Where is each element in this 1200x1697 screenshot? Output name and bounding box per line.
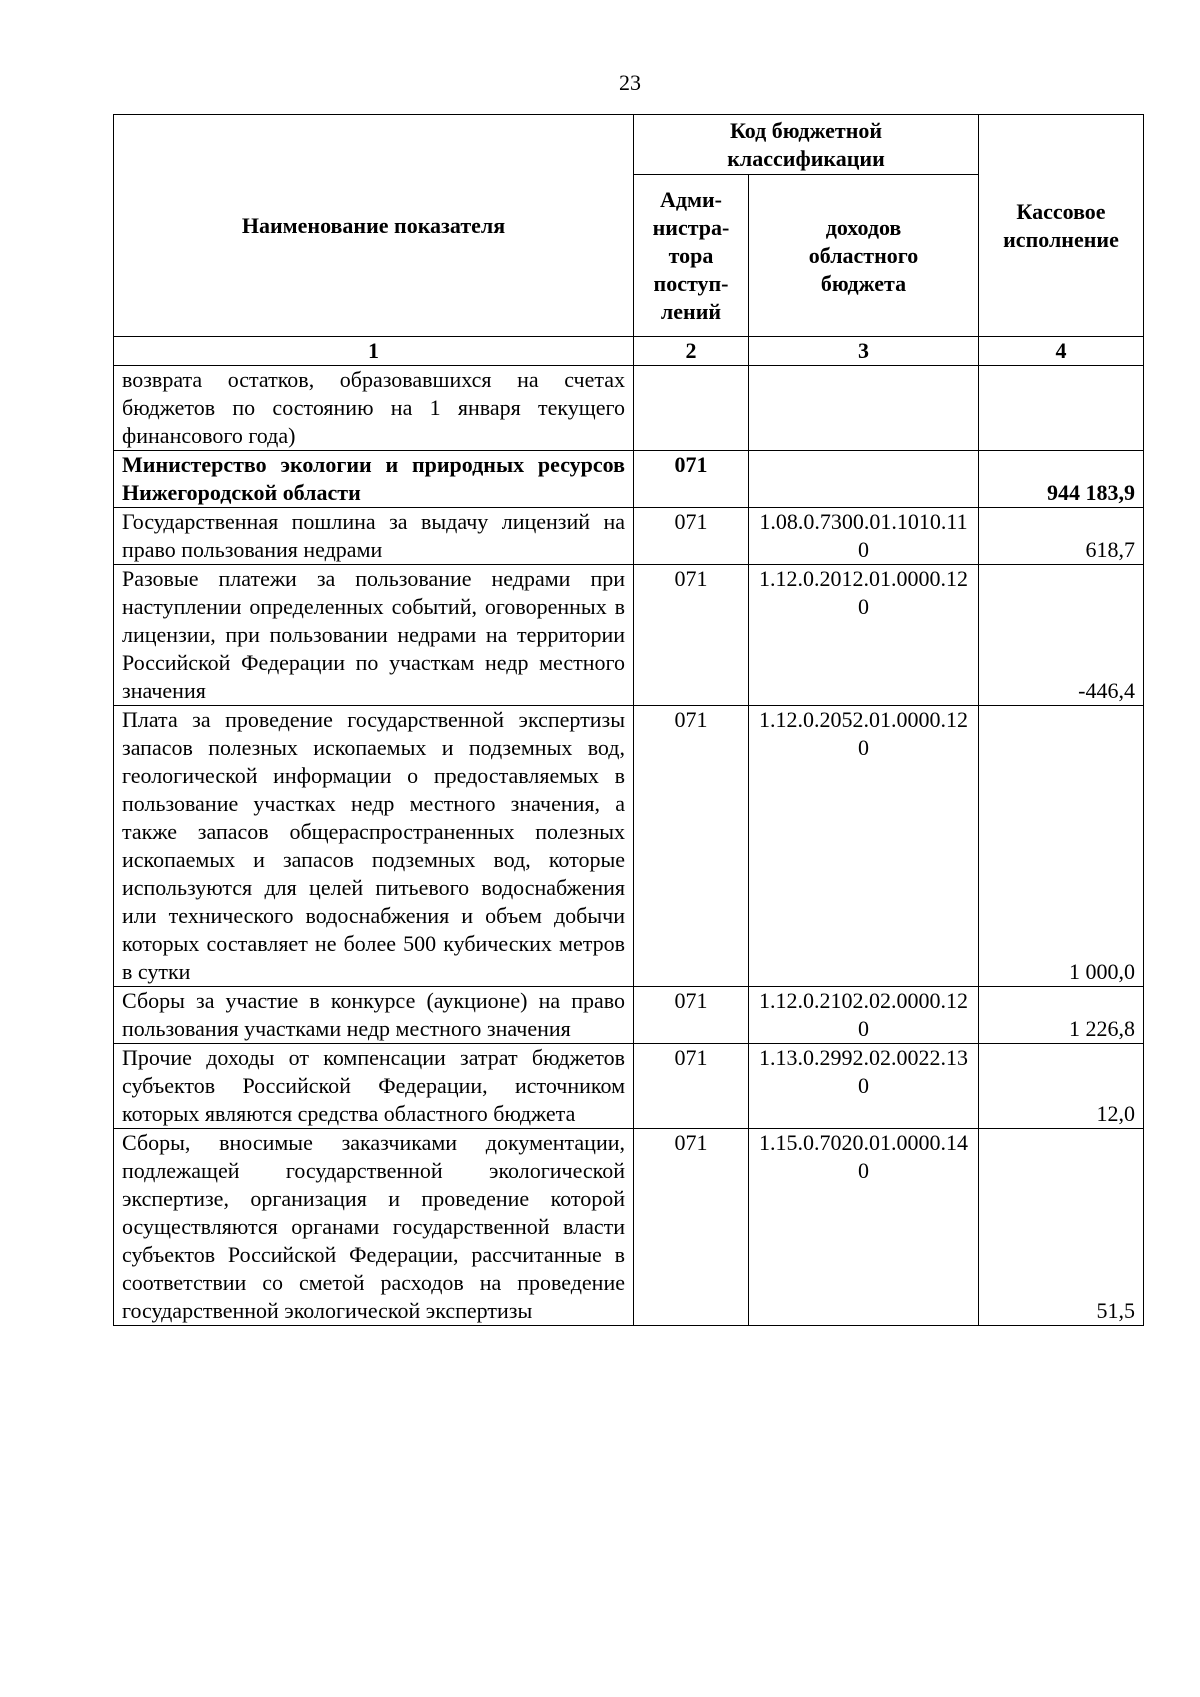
- row-budget-code: 1.12.0.2012.01.0000.120: [749, 565, 979, 706]
- row-admin-code: 071: [634, 706, 749, 987]
- row-budget-code: 1.15.0.7020.01.0000.140: [749, 1129, 979, 1326]
- header-amount: Кассовое исполнение: [979, 115, 1144, 337]
- row-name: Государственная пошлина за выдачу лицензий на право пользования недрами: [114, 508, 634, 565]
- row-amount: 1 226,8: [979, 987, 1144, 1044]
- row-name: Сборы за участие в конкурсе (аукционе) на право пользования участками недр местного значения: [114, 987, 634, 1044]
- row-name: Министерство экологии и природных ресурсов Нижегородской области: [114, 451, 634, 508]
- table-row: [114, 366, 1144, 451]
- row-amount: 51,5: [979, 1129, 1144, 1326]
- table-body: [114, 366, 1144, 1326]
- col-number: 3: [749, 337, 979, 366]
- row-admin-code: [634, 366, 749, 451]
- row-admin-code: 071: [634, 451, 749, 508]
- row-amount: 944 183,9: [979, 451, 1144, 508]
- row-budget-code: [749, 451, 979, 508]
- row-name: Сборы, вносимые заказчиками документации, подлежащей государственной экологической экспертизе, организация и проведение которой осуществляются органами государственной власти субъектов Российской Федерации, рассчитанные в соответствии со сметой расходов на проведение государственной экологической экспертизы: [114, 1129, 634, 1326]
- table-row: [114, 508, 1144, 565]
- col-number: 2: [634, 337, 749, 366]
- table-row: [114, 706, 1144, 987]
- header-code-group: Код бюджетной классификации: [634, 115, 979, 175]
- col-number: 4: [979, 337, 1144, 366]
- col-number: 1: [114, 337, 634, 366]
- table-row: [114, 1129, 1144, 1326]
- row-amount: 12,0: [979, 1044, 1144, 1129]
- row-name: возврата остатков, образовавшихся на счетах бюджетов по состоянию на 1 января текущего финансового года): [114, 366, 634, 451]
- row-amount: -446,4: [979, 565, 1144, 706]
- row-budget-code: 1.12.0.2102.02.0000.120: [749, 987, 979, 1044]
- table-row: [114, 451, 1144, 508]
- row-admin-code: 071: [634, 987, 749, 1044]
- row-name: Плата за проведение государственной экспертизы запасов полезных ископаемых и подземных вод, геологической информации о предоставляемых в пользование участках недр местного значения, а также запасов общераспространенных полезных ископаемых и запасов подземных вод, которые используются для целей питьевого водоснабжения или технического водоснабжения и объем добычи которых составляет не более 500 кубических метров в сутки: [114, 706, 634, 987]
- header-income: доходов областного бюджета: [749, 175, 979, 337]
- row-budget-code: 1.12.0.2052.01.0000.120: [749, 706, 979, 987]
- row-admin-code: 071: [634, 508, 749, 565]
- row-name: Разовые платежи за пользование недрами при наступлении определенных событий, оговоренных в лицензии, при пользовании недрами на территории Российской Федерации по участкам недр местного значения: [114, 565, 634, 706]
- budget-table: [113, 114, 1144, 1326]
- table-row: [114, 987, 1144, 1044]
- row-amount: [979, 366, 1144, 451]
- row-budget-code: 1.08.0.7300.01.1010.110: [749, 508, 979, 565]
- row-name: Прочие доходы от компенсации затрат бюджетов субъектов Российской Федерации, источником которых являются средства областного бюджета: [114, 1044, 634, 1129]
- row-admin-code: 071: [634, 565, 749, 706]
- row-budget-code: [749, 366, 979, 451]
- row-amount: 618,7: [979, 508, 1144, 565]
- page-number: 23: [619, 70, 641, 95]
- row-budget-code: 1.13.0.2992.02.0022.130: [749, 1044, 979, 1129]
- header-name: Наименование показателя: [114, 115, 634, 337]
- row-admin-code: 071: [634, 1044, 749, 1129]
- header-admin: Адми-нистра-тора поступ-лений: [634, 175, 749, 337]
- row-admin-code: 071: [634, 1129, 749, 1326]
- table-row: [114, 565, 1144, 706]
- table-row: [114, 1044, 1144, 1129]
- row-amount: 1 000,0: [979, 706, 1144, 987]
